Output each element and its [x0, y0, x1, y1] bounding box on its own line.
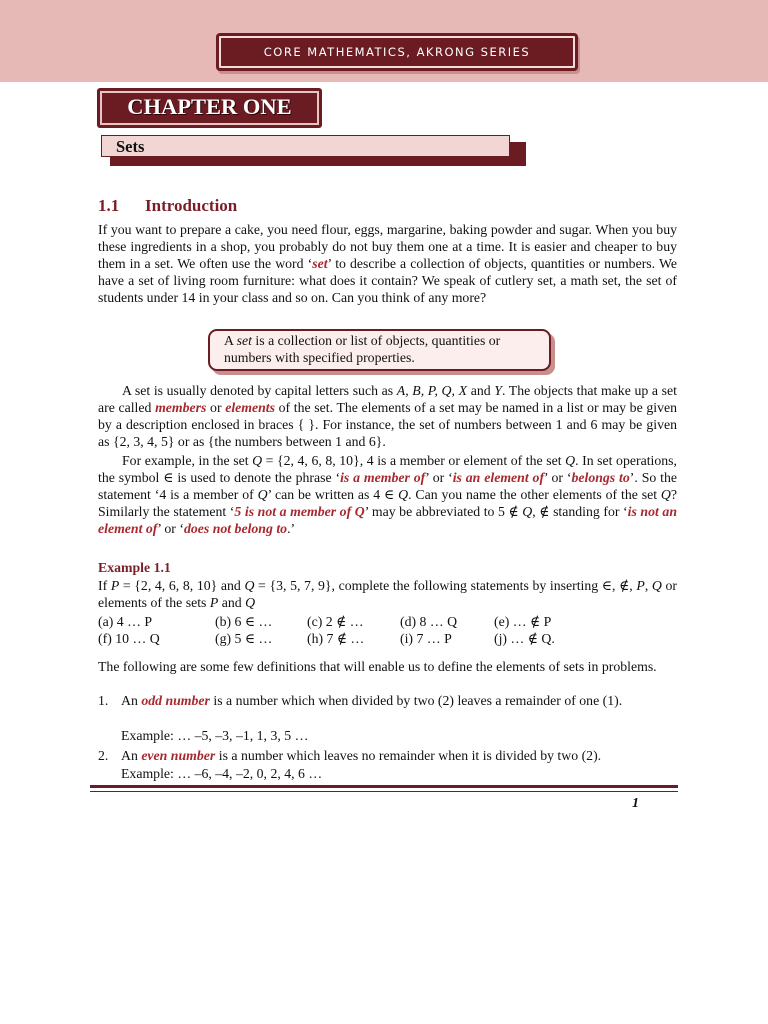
- page-number: 1: [632, 796, 639, 811]
- ex-s2: = {2, 4, 6, 8, 10} and: [119, 578, 245, 593]
- list-text: [121, 693, 677, 710]
- chapter-banner: [97, 88, 322, 128]
- p2-and: and: [467, 383, 495, 398]
- exercise-e: (e) … ∉ P: [494, 614, 552, 629]
- example-statement: [98, 578, 677, 612]
- not-member-term: 5 is not a member of Q: [234, 503, 365, 519]
- p3-text-3: . In set operations, the symbol ∈ is used to denote the phrase ‘: [98, 453, 677, 485]
- p2-text-1: A set is usually denoted by capital letters such as: [122, 383, 397, 398]
- footer-rule: [90, 785, 678, 788]
- list-text: [121, 748, 677, 765]
- p2-y: Y: [494, 383, 502, 398]
- odd-a: An: [121, 693, 142, 708]
- chapter-title: CHAPTER ONE: [127, 94, 292, 119]
- p3-text-4: ’ or ‘: [425, 469, 453, 485]
- definition-box: [208, 329, 551, 371]
- series-banner: CORE MATHEMATICS, AKRONG SERIES: [216, 33, 578, 71]
- even-number-term: even number: [141, 748, 216, 763]
- p2-letters: A, B, P, Q, X: [396, 383, 468, 398]
- ex-s1: If: [98, 578, 111, 593]
- footer-rule-thin: [90, 791, 678, 792]
- definition-text: is a collection or list of objects, quantities or numbers with specified properties.: [224, 333, 501, 365]
- exercise-d: (d) 8 … Q: [400, 614, 458, 629]
- p3-text-9: ? Similarly the statement ‘: [98, 486, 678, 519]
- p3-text-10: ’ may be abbreviated to 5 ∉: [364, 503, 523, 519]
- list-number: 2.: [98, 748, 109, 763]
- exercise-j: (j) … ∉ Q.: [494, 631, 555, 646]
- section-title: Introduction: [145, 196, 238, 215]
- intro-set-term: set: [312, 255, 328, 271]
- exercise-b: (b) 6 ∈ …: [215, 614, 273, 629]
- p2-or: or: [206, 399, 226, 415]
- ex-s3: = {3, 5, 7, 9}, complete the following statements by inserting ∈, ∉,: [254, 578, 637, 593]
- p3-q3: Q: [257, 486, 268, 502]
- not-element-term: is not an element of: [98, 503, 677, 536]
- ex-s4: ,: [644, 578, 652, 593]
- exercise-g: (g) 5 ∈ …: [215, 631, 273, 646]
- p3-text-8: . Can you name the other elements of the set: [408, 486, 661, 502]
- definition-set-term: set: [236, 333, 252, 348]
- odd-number-term: odd number: [141, 693, 210, 708]
- ex-s6: and: [218, 594, 246, 610]
- section-number: 1.1: [98, 196, 120, 215]
- p3-q: Q: [252, 453, 263, 468]
- ex-p3: P: [209, 594, 219, 610]
- p3-text-11: , ∉ standing for ‘: [532, 503, 628, 519]
- p2-text-3: of the set. The elements of a set may be named in a list or may be given by a description enclosed in braces { }. For instance, the set of numbers between 1 and 6 may be given as {2, 3, 4, 5} or as {the numbers between 1 and 6}.: [98, 399, 677, 449]
- even-text: is a number which leaves no remainder when it is divided by two (2).: [215, 748, 602, 763]
- members-term: members: [155, 399, 207, 415]
- p3-text-2: = {2, 4, 6, 8, 10}, 4 is a member or element of the set: [262, 453, 566, 468]
- exercise-i: (i) 7 … P: [400, 631, 452, 646]
- elements-term: elements: [225, 399, 276, 415]
- p3-text-13: .’: [287, 520, 296, 536]
- p3-text-5: ’ or ‘: [544, 469, 572, 485]
- exercise-f: (f) 10 … Q: [98, 631, 160, 646]
- p3-q6: Q: [522, 503, 533, 519]
- definition-a: A: [224, 333, 237, 348]
- intro-text-2: ’ to describe a collection of objects, quantities or numbers. We have a set of living room furniture: what does it contain? We speak of cutlery set, a math set, the set of students under 14 in your class and so on. Can you think of any more?: [98, 255, 677, 305]
- topic-banner: Sets: [101, 135, 510, 157]
- p3-q5: Q: [660, 486, 671, 502]
- intro-paragraph: [98, 222, 677, 307]
- membership-paragraph: [98, 453, 677, 538]
- p3-text-1: For example, in the set: [122, 453, 253, 468]
- p3-text-7: ’ can be written as 4 ∈: [267, 486, 399, 502]
- ex-p: P: [110, 578, 120, 593]
- exercise-a: (a) 4 … P: [98, 614, 153, 629]
- section-heading: [98, 196, 237, 216]
- odd-text: is a number which when divided by two (2) leaves a remainder of one (1).: [209, 693, 623, 708]
- exercise-h: (h) 7 ∉ …: [307, 631, 365, 646]
- odd-example: Example: … –5, –3, –1, 1, 3, 5 …: [121, 728, 309, 743]
- p3-text-12: ’ or ‘: [157, 520, 184, 536]
- example-heading: Example 1.1: [98, 560, 171, 575]
- ex-q: Q: [244, 578, 255, 593]
- ex-q2: Q: [651, 578, 662, 593]
- exercise-c: (c) 2 ∉ …: [307, 614, 364, 629]
- list-number: 1.: [98, 693, 109, 708]
- notation-paragraph: [98, 383, 677, 451]
- p2-text-2: . The objects that make up a set are called: [98, 383, 678, 415]
- ex-p2: P: [636, 578, 645, 593]
- is-member-term: is a member of: [340, 469, 426, 485]
- intro-text-1: If you want to prepare a cake, you need flour, eggs, margarine, baking powder and sugar. When you buy these ingredients in a shop, you probably do not buy them one at a time. It is easier and cheaper to buy them in a set. We often use the word ‘: [98, 222, 677, 271]
- even-example: Example: … –6, –4, –2, 0, 2, 4, 6 …: [121, 766, 323, 781]
- definitions-intro: The following are some few definitions that will enable us to define the elements of sets in problems.: [98, 659, 657, 674]
- p3-q4: Q: [398, 486, 409, 502]
- not-belong-term: does not belong to: [183, 520, 288, 536]
- even-a: An: [121, 748, 142, 763]
- ex-q3: Q: [245, 594, 256, 610]
- belongs-term: belongs to: [571, 469, 630, 485]
- is-element-term: is an element of: [452, 469, 545, 485]
- p3-text-6: ’. So the statement ‘4 is a member of: [98, 469, 678, 502]
- p3-q2: Q: [565, 453, 576, 468]
- ex-s5: or elements of the sets: [98, 578, 678, 610]
